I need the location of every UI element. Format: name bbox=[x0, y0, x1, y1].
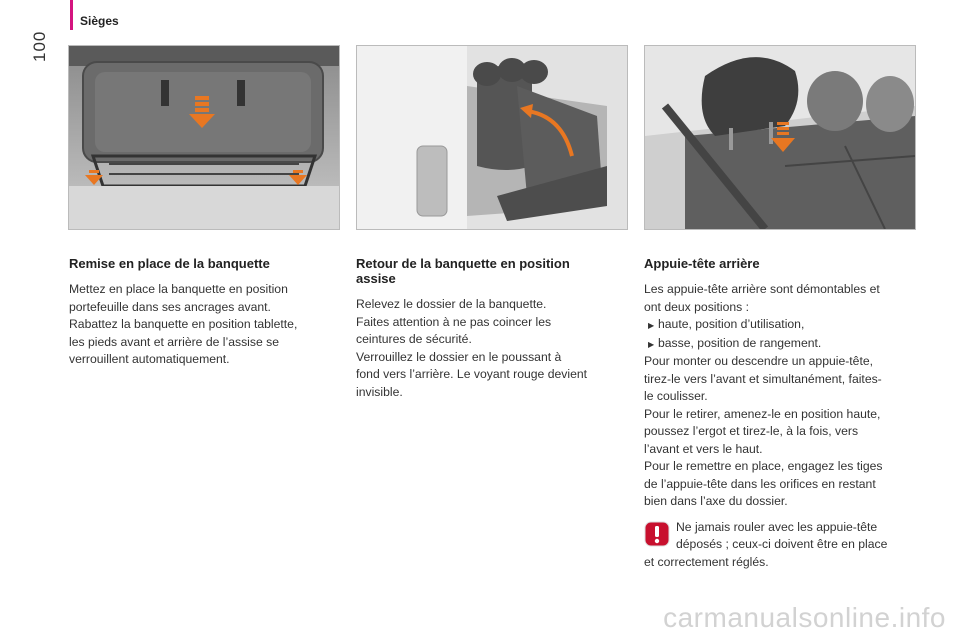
headrest-positions-list bbox=[644, 316, 916, 353]
bullet-icon: ▶ bbox=[648, 321, 655, 330]
text-line: invisible. bbox=[356, 384, 403, 399]
text-line: Relevez le dossier de la banquette. bbox=[356, 297, 547, 311]
heading-line: assise bbox=[356, 271, 396, 286]
bullet-icon: ▶ bbox=[648, 339, 655, 349]
heading-rear-headrest: Appuie-tête arrière bbox=[644, 256, 760, 271]
heading-line: Retour de la banquette en position bbox=[356, 256, 570, 271]
list-item bbox=[648, 316, 916, 335]
text-line: bien dans l’axe du dossier. bbox=[644, 494, 788, 508]
watermark: carmanualsonline.info bbox=[663, 602, 946, 633]
text-line: fond vers l’arrière. Le voyant rouge devient bbox=[356, 367, 588, 381]
text-line: Pour monter ou descendre un appuie-tête, bbox=[644, 354, 874, 368]
list-item-label: haute, position d’utilisation, bbox=[658, 317, 805, 331]
text-line: l’avant et vers le haut. bbox=[644, 441, 763, 456]
warning-line: déposés ; ceux-ci doivent être en place bbox=[676, 537, 888, 551]
rear-headrest-photo bbox=[644, 45, 916, 230]
text-line: ceintures de sécurité. bbox=[356, 332, 472, 346]
text-line: le coulisser. bbox=[644, 389, 708, 403]
warning-line: et correctement réglés. bbox=[644, 554, 769, 569]
text-line: Mettez en place la banquette en position bbox=[69, 282, 288, 296]
warning-note bbox=[644, 519, 916, 572]
text-line: de l’appuie-tête dans les orifices en restant bbox=[644, 476, 876, 491]
text-line: tirez-le vers l’avant et simultanément, faites- bbox=[644, 371, 882, 386]
heading-bench-seated-position bbox=[356, 256, 618, 286]
rear-bench-backrest-photo bbox=[356, 45, 628, 230]
text-line: Verrouillez le dossier en le poussant à bbox=[356, 349, 562, 364]
text-line: Pour le retirer, amenez-le en position haute, bbox=[644, 406, 881, 421]
column-rear-headrest bbox=[644, 256, 916, 571]
text-line: les pieds avant et arrière de l’assise se bbox=[69, 334, 280, 349]
text-line: Pour le remettre en place, engagez les tiges bbox=[644, 459, 883, 473]
text-line: verrouillent automatiquement. bbox=[69, 352, 230, 366]
warning-icon bbox=[644, 521, 670, 547]
accent-bar bbox=[70, 0, 73, 30]
warning-line: Ne jamais rouler avec les appuie-tête bbox=[676, 519, 878, 534]
text-line: poussez l’ergot et tirez-le, à la fois, vers bbox=[644, 424, 859, 438]
text-line: Rabattez la banquette en position tablette, bbox=[69, 317, 298, 331]
list-item-label: basse, position de rangement. bbox=[658, 335, 822, 350]
list-item bbox=[648, 335, 916, 354]
heading-bench-reinstall: Remise en place de la banquette bbox=[69, 256, 270, 271]
text-line: Les appuie-tête arrière sont démontables et bbox=[644, 282, 880, 296]
rear-bench-seat-photo bbox=[68, 45, 340, 230]
text-line: ont deux positions : bbox=[644, 299, 750, 314]
page-number: 100 bbox=[30, 30, 49, 62]
column-bench-seated-position bbox=[356, 256, 618, 401]
text-line: Faites attention à ne pas coincer les bbox=[356, 314, 552, 329]
section-title: Sièges bbox=[80, 14, 119, 28]
column-bench-reinstall bbox=[69, 256, 331, 369]
text-line: portefeuille dans ses ancrages avant. bbox=[69, 299, 271, 314]
